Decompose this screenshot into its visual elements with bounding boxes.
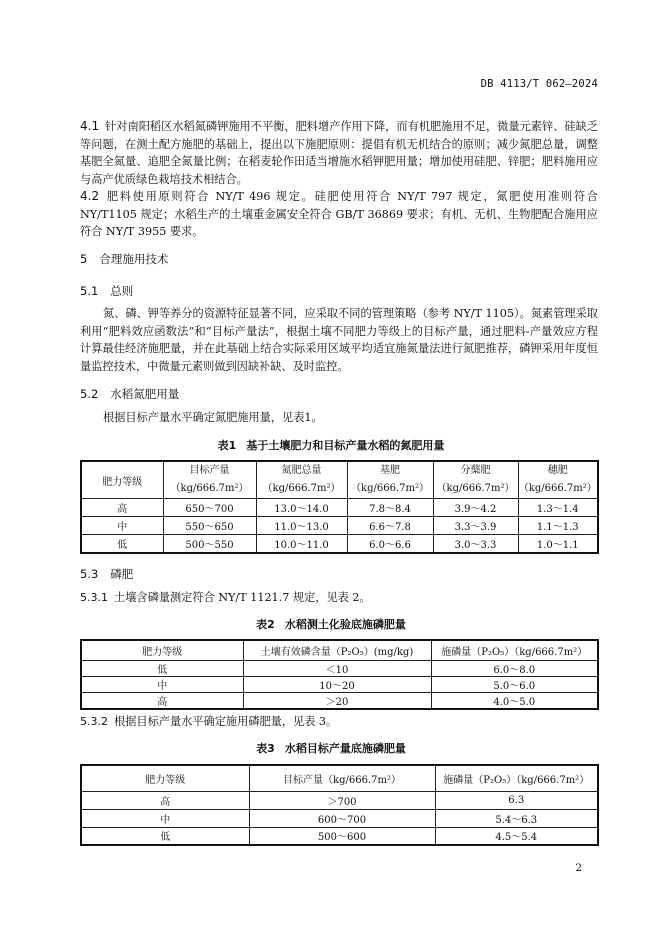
section-title: 合理施用技术 [99, 252, 169, 266]
table-cell: 10～20 [243, 676, 431, 692]
section-number: 5 [80, 252, 88, 266]
table-row [81, 535, 598, 553]
table-cell: 550～650 [163, 517, 256, 535]
table-row [81, 499, 598, 517]
section-number: 5.2 [80, 387, 99, 401]
clause-number: 5.3.1 [80, 591, 108, 604]
header-label: 目标产量 [189, 465, 230, 476]
header-cell [163, 461, 256, 499]
section-5-heading [80, 251, 168, 267]
table-cell: 低 [81, 660, 243, 676]
section-5-1-text: 氮、磷、钾等养分的资源特征显著不同，应采取不同的管理策略（参考 NY/T 1105）。氮素管理采取利用“肥料效应函数法”和“目标产量法”，根据土壤不同肥力等级上的目标产量，通过肥料-产量效应方程计算最佳经济施肥量，并在此基础上结合实际采用区域平均适宜施氮量法进行氮肥推荐，磷钾采用年度恒量监控技术，中微量元素则做到因缺补缺、及时监控。 [80, 307, 598, 373]
header-cell [256, 461, 347, 499]
table2 [80, 639, 599, 710]
clause-text: 根据目标产量水平确定施用磷肥量，见表 3。 [114, 715, 338, 728]
table-cell: 13.0～14.0 [256, 499, 347, 517]
table-row [81, 827, 598, 845]
table-cell: 高 [81, 499, 163, 517]
table-cell: 3.0～3.3 [433, 535, 518, 553]
table-cell: 10.0～11.0 [256, 535, 347, 553]
header-cell: 肥力等级 [81, 765, 249, 791]
table-header-row [81, 765, 598, 791]
table-cell: ＞20 [243, 692, 431, 709]
section-title: 总则 [110, 284, 134, 298]
document-code: DB 4113/T 062—2024 [480, 78, 598, 90]
header-cell: 目标产量（kg/666.7m²） [249, 765, 435, 791]
table-cell: 1.1～1.3 [518, 517, 598, 535]
clause-text: 针对南阳稻区水稻氮磷钾施用不平衡，肥料增产作用下降，而有机肥施用不足，微量元素锌、硅缺乏等问题，在测土配方施肥的基础上，提出以下施肥原则：提倡有机无机结合的原则；减少氮肥总量，调整基肥全氮量、追肥全氮量比例；在稻麦轮作田适当增施水稻钾肥用量；增加使用硅肥、锌肥；肥料施用应与高产优质绿色栽培技术相结合。 [80, 120, 598, 186]
table-cell: ＞700 [249, 791, 435, 809]
table-cell: ＜10 [243, 660, 431, 676]
caption-title: 水稻测土化验底施磷肥量 [284, 618, 406, 631]
table-cell: 高 [81, 791, 249, 809]
table-cell: 500～550 [163, 535, 256, 553]
header-cell: 肥力等级 [81, 640, 243, 660]
header-cell [433, 461, 518, 499]
caption-title: 水稻目标产量底施磷肥量 [284, 742, 406, 755]
clause-5-3-2 [80, 713, 598, 731]
table1 [80, 460, 599, 554]
table-cell: 650～700 [163, 499, 256, 517]
clause-4-1 [80, 118, 598, 188]
header-cell: 施磷量（P₂O₅）（kg/666.7m²） [431, 640, 598, 660]
table-cell: 6.3 [435, 791, 598, 809]
table-cell: 5.4～6.3 [435, 809, 598, 827]
table-cell: 1.3～1.4 [518, 499, 598, 517]
table-cell: 6.0～8.0 [431, 660, 598, 676]
header-label: 穗肥 [547, 465, 568, 476]
header-cell [518, 461, 598, 499]
caption-number: 表2 [256, 618, 275, 631]
table-cell: 中 [81, 517, 163, 535]
section-5-1-heading [80, 283, 133, 299]
table-cell: 4.5～5.4 [435, 827, 598, 845]
table-cell: 600～700 [249, 809, 435, 827]
header-cell: 肥力等级 [81, 461, 163, 499]
table-cell: 1.0～1.1 [518, 535, 598, 553]
table-cell: 5.0～6.0 [431, 676, 598, 692]
table3-caption [0, 740, 662, 756]
table-cell: 11.0～13.0 [256, 517, 347, 535]
table-cell: 4.0～5.0 [431, 692, 598, 709]
table-cell: 3.3～3.9 [433, 517, 518, 535]
table-cell: 7.8～8.4 [347, 499, 433, 517]
header-unit: （kg/666.7m²） [351, 483, 429, 494]
header-unit: （kg/666.7m²） [436, 483, 515, 494]
header-unit: （kg/666.7m²） [518, 483, 597, 494]
table-row [81, 676, 598, 692]
section-title: 磷肥 [110, 567, 134, 581]
table2-caption [0, 616, 662, 632]
clause-number: 5.3.2 [80, 715, 108, 728]
section-number: 5.1 [80, 284, 99, 298]
section-number: 5.3 [80, 567, 99, 581]
table-row [81, 692, 598, 709]
header-label: 基肥 [380, 465, 400, 476]
header-unit: （kg/666.7m²） [262, 483, 341, 494]
table-cell: 500～600 [249, 827, 435, 845]
table-header-row [81, 640, 598, 660]
table-cell: 低 [81, 535, 163, 553]
section-5-2-text: 根据目标产量水平确定氮肥施用量，见表1。 [103, 411, 323, 424]
section-title: 水稻氮肥用量 [110, 387, 180, 401]
section-5-2-heading [80, 386, 179, 402]
section-5-3-heading [80, 566, 133, 582]
clause-text: 土壤含磷量测定符合 NY/T 1121.7 规定，见表 2。 [114, 591, 371, 604]
clause-4-2 [80, 188, 598, 241]
table-row [81, 809, 598, 827]
header-label: 分蘖肥 [460, 465, 491, 476]
header-unit: （kg/666.7m²） [170, 483, 249, 494]
caption-title: 基于土壤肥力和目标产量水稻的氮肥用量 [246, 439, 445, 452]
table-cell: 3.9～4.2 [433, 499, 518, 517]
table-cell: 6.0～6.6 [347, 535, 433, 553]
table1-caption [0, 437, 662, 453]
header-cell [347, 461, 433, 499]
clause-text: 肥料使用原则符合 NY/T 496 规定。硅肥使用符合 NY/T 797 规定，氮肥使用准则符合 NY/T1105 规定；水稻生产的土壤重金属安全符合 GB/T 36869 要求；有机、无机、生物肥配合施用应符合 NY/T 3955 要求。 [80, 190, 598, 238]
caption-number: 表1 [217, 439, 237, 452]
table-cell: 高 [81, 692, 243, 709]
table-row [81, 660, 598, 676]
page-number: 2 [575, 862, 582, 874]
header-cell: 土壤有效磷含量（P₂O₅）(mg/kg) [243, 640, 431, 660]
clause-number: 4.2 [80, 189, 100, 203]
clause-5-3-1 [80, 589, 598, 607]
header-cell: 施磷量（P₂O₅）（kg/666.7m²） [435, 765, 598, 791]
table-header-row [81, 461, 598, 499]
header-label: 氮肥总量 [281, 465, 322, 476]
table-cell: 低 [81, 827, 249, 845]
caption-number: 表3 [256, 742, 275, 755]
table-cell: 中 [81, 809, 249, 827]
table-cell: 中 [81, 676, 243, 692]
table-row [81, 517, 598, 535]
table-cell: 6.6～7.8 [347, 517, 433, 535]
clause-number: 4.1 [80, 119, 100, 133]
table-row [81, 791, 598, 809]
table3 [80, 764, 599, 846]
